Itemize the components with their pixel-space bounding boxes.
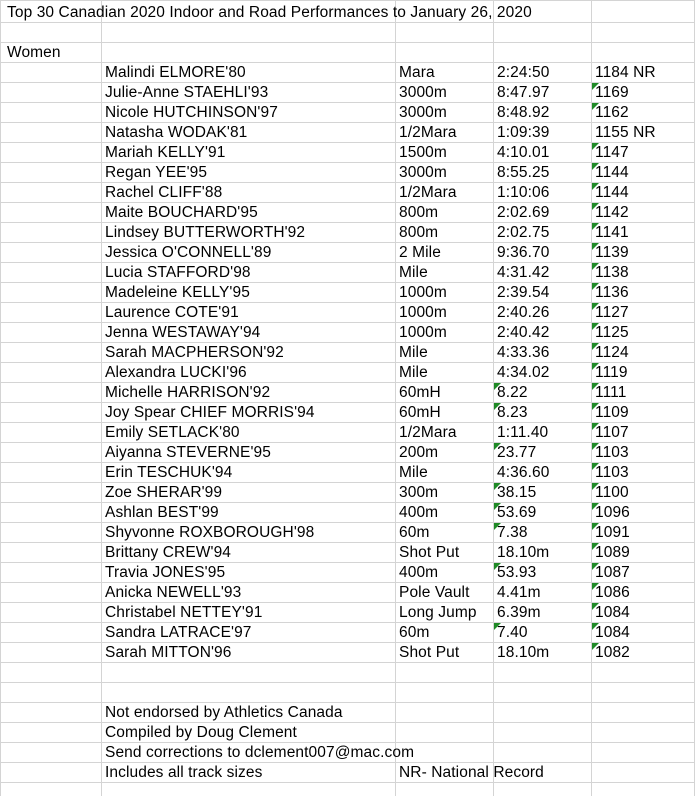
mark-cell[interactable]: 4:33.36 [497, 344, 550, 361]
points-cell[interactable]: 1096 [595, 504, 630, 521]
athlete-name-cell[interactable]: Christabel NETTEY'91 [105, 604, 263, 621]
points-cell[interactable]: 1162 [595, 104, 629, 121]
points-cell[interactable]: 1089 [595, 544, 630, 561]
event-cell[interactable]: Mile [399, 364, 428, 381]
comment-indicator-icon[interactable] [592, 363, 599, 370]
points-cell[interactable]: 1169 [595, 84, 629, 101]
mark-cell[interactable]: 4:34.02 [497, 364, 550, 381]
points-cell[interactable]: 1142 [595, 204, 629, 221]
points-cell[interactable]: 1119 [595, 364, 628, 381]
event-cell[interactable]: 60m [399, 624, 430, 641]
athlete-name-cell[interactable]: Michelle HARRISON'92 [105, 384, 271, 401]
event-cell[interactable]: 800m [399, 224, 439, 241]
points-cell[interactable]: 1141 [595, 224, 629, 241]
comment-indicator-icon[interactable] [592, 303, 599, 310]
points-cell[interactable]: 1100 [595, 484, 629, 501]
note-endorsement[interactable]: Not endorsed by Athletics Canada [105, 704, 343, 721]
mark-cell[interactable]: 2:40.42 [497, 324, 550, 341]
event-cell[interactable]: 1000m [399, 284, 447, 301]
event-cell[interactable]: Mile [399, 464, 428, 481]
event-cell[interactable]: Mile [399, 264, 428, 281]
note-compiler[interactable]: Compiled by Doug Clement [105, 724, 297, 741]
mark-cell[interactable]: 2:02.75 [497, 224, 550, 241]
event-cell[interactable]: 300m [399, 484, 439, 501]
grid-row-line [0, 682, 695, 683]
athlete-name-cell[interactable]: Madeleine KELLY'95 [105, 284, 250, 301]
mark-cell[interactable]: 8:47.97 [497, 84, 550, 101]
points-cell[interactable]: 1107 [595, 424, 629, 441]
comment-indicator-icon[interactable] [592, 83, 599, 90]
points-cell[interactable]: 1086 [595, 584, 630, 601]
event-cell[interactable]: 2 Mile [399, 244, 441, 261]
grid-column-line [395, 0, 396, 796]
comment-indicator-icon[interactable] [592, 423, 599, 430]
athlete-name-cell[interactable]: Julie-Anne STAEHLI'93 [105, 84, 269, 101]
grid-column-line [101, 0, 102, 796]
comment-indicator-icon[interactable] [494, 523, 501, 530]
points-cell[interactable]: 1139 [595, 244, 629, 261]
event-cell[interactable]: 60mH [399, 384, 441, 401]
athlete-name-cell[interactable]: Sarah MITTON'96 [105, 644, 232, 661]
mark-cell[interactable]: 1:09:39 [497, 124, 550, 141]
event-cell[interactable]: 400m [399, 504, 439, 521]
event-cell[interactable]: 3000m [399, 164, 447, 181]
athlete-name-cell[interactable]: Emily SETLACK'80 [105, 424, 240, 441]
comment-indicator-icon[interactable] [592, 563, 599, 570]
points-cell[interactable]: 1084 [595, 624, 630, 641]
comment-indicator-icon[interactable] [592, 483, 599, 490]
comment-indicator-icon[interactable] [494, 403, 501, 410]
event-cell[interactable]: 1000m [399, 304, 447, 321]
comment-indicator-icon[interactable] [592, 223, 599, 230]
athlete-name-cell[interactable]: Jessica O'CONNELL'89 [105, 244, 272, 261]
comment-indicator-icon[interactable] [592, 143, 599, 150]
comment-indicator-icon[interactable] [592, 183, 599, 190]
athlete-name-cell[interactable]: Mariah KELLY'91 [105, 144, 226, 161]
comment-indicator-icon[interactable] [592, 443, 599, 450]
points-cell[interactable]: 1103 [595, 464, 629, 481]
event-cell[interactable]: Mile [399, 344, 428, 361]
points-cell[interactable]: 1144 [595, 184, 629, 201]
athlete-name-cell[interactable]: Joy Spear CHIEF MORRIS'94 [105, 404, 315, 421]
comment-indicator-icon[interactable] [592, 323, 599, 330]
mark-cell[interactable]: 6.39m [497, 604, 541, 621]
event-cell[interactable]: Mara [399, 64, 435, 81]
comment-indicator-icon[interactable] [494, 483, 501, 490]
mark-cell[interactable]: 4:36.60 [497, 464, 550, 481]
mark-cell[interactable]: 18.10m [497, 544, 550, 561]
grid-row-line [0, 42, 695, 43]
mark-cell[interactable]: 2:02.69 [497, 204, 550, 221]
athlete-name-cell[interactable]: Aiyanna STEVERNE'95 [105, 444, 271, 461]
comment-indicator-icon[interactable] [592, 163, 599, 170]
event-cell[interactable]: 3000m [399, 84, 447, 101]
points-cell[interactable]: 1084 [595, 604, 630, 621]
athlete-name-cell[interactable]: Shyvonne ROXBOROUGH'98 [105, 524, 315, 541]
note-track-sizes[interactable]: Includes all track sizes [105, 764, 263, 781]
event-cell[interactable]: 1000m [399, 324, 447, 341]
mark-cell[interactable]: 53.93 [497, 564, 537, 581]
mark-cell[interactable]: 8:48.92 [497, 104, 550, 121]
points-cell[interactable]: 1147 [595, 144, 629, 161]
mark-cell[interactable]: 2:40.26 [497, 304, 550, 321]
athlete-name-cell[interactable]: Maite BOUCHARD'95 [105, 204, 258, 221]
event-cell[interactable]: Long Jump [399, 604, 477, 621]
comment-indicator-icon[interactable] [592, 643, 599, 650]
event-cell[interactable]: 1/2Mara [399, 424, 457, 441]
mark-cell[interactable]: 8.22 [497, 384, 528, 401]
points-cell[interactable]: 1124 [595, 344, 629, 361]
mark-cell[interactable]: 2:39.54 [497, 284, 550, 301]
comment-indicator-icon[interactable] [592, 403, 599, 410]
event-cell[interactable]: Shot Put [399, 544, 460, 561]
mark-cell[interactable]: 2:24:50 [497, 64, 550, 81]
comment-indicator-icon[interactable] [592, 383, 599, 390]
athlete-name-cell[interactable]: Zoe SHERAR'99 [105, 484, 223, 501]
comment-indicator-icon[interactable] [592, 263, 599, 270]
note-corrections[interactable]: Send corrections to dclement007@mac.com [105, 744, 415, 761]
athlete-name-cell[interactable]: Erin TESCHUK'94 [105, 464, 233, 481]
points-cell[interactable]: 1109 [595, 404, 629, 421]
comment-indicator-icon[interactable] [592, 583, 599, 590]
event-cell[interactable]: 60mH [399, 404, 441, 421]
mark-cell[interactable]: 7.38 [497, 524, 528, 541]
points-cell[interactable]: 1144 [595, 164, 629, 181]
athlete-name-cell[interactable]: Anicka NEWELL'93 [105, 584, 242, 601]
athlete-name-cell[interactable]: Brittany CREW'94 [105, 544, 232, 561]
mark-cell[interactable]: 18.10m [497, 644, 550, 661]
event-cell[interactable]: Shot Put [399, 644, 460, 661]
comment-indicator-icon[interactable] [592, 103, 599, 110]
mark-cell[interactable]: 4.41m [497, 584, 541, 601]
comment-indicator-icon[interactable] [592, 203, 599, 210]
grid-row-line [0, 0, 695, 1]
athlete-name-cell[interactable]: Lindsey BUTTERWORTH'92 [105, 224, 306, 241]
athlete-name-cell[interactable]: Nicole HUTCHINSON'97 [105, 104, 278, 121]
comment-indicator-icon[interactable] [592, 603, 599, 610]
athlete-name-cell[interactable]: Alexandra LUCKI'96 [105, 364, 247, 381]
comment-indicator-icon[interactable] [592, 343, 599, 350]
comment-indicator-icon[interactable] [592, 523, 599, 530]
comment-indicator-icon[interactable] [494, 383, 501, 390]
comment-indicator-icon[interactable] [592, 543, 599, 550]
mark-cell[interactable]: 7.40 [497, 624, 528, 641]
comment-indicator-icon[interactable] [494, 443, 501, 450]
mark-cell[interactable]: 4:10.01 [497, 144, 550, 161]
comment-indicator-icon[interactable] [592, 243, 599, 250]
points-cell[interactable]: 1091 [595, 524, 630, 541]
points-cell[interactable]: 1111 [595, 384, 627, 401]
event-cell[interactable]: 1500m [399, 144, 447, 161]
mark-cell[interactable]: 1:10:06 [497, 184, 550, 201]
mark-cell[interactable]: 8.23 [497, 404, 528, 421]
event-cell[interactable]: Pole Vault [399, 584, 470, 601]
athlete-name-cell[interactable]: Laurence COTE'91 [105, 304, 239, 321]
athlete-name-cell[interactable]: Malindi ELMORE'80 [105, 64, 246, 81]
points-cell[interactable]: 1136 [595, 284, 629, 301]
points-cell[interactable]: 1184 NR [595, 64, 656, 81]
points-cell[interactable]: 1103 [595, 444, 629, 461]
athlete-name-cell[interactable]: Lucia STAFFORD'98 [105, 264, 251, 281]
comment-indicator-icon[interactable] [592, 623, 599, 630]
grid-column-line [591, 0, 592, 796]
points-cell[interactable]: 1087 [595, 564, 630, 581]
mark-cell[interactable]: 9:36.70 [497, 244, 550, 261]
athlete-name-cell[interactable]: Jenna WESTAWAY'94 [105, 324, 261, 341]
mark-cell[interactable]: 23.77 [497, 444, 537, 461]
event-cell[interactable]: 200m [399, 444, 439, 461]
event-cell[interactable]: 1/2Mara [399, 124, 457, 141]
comment-indicator-icon[interactable] [592, 463, 599, 470]
comment-indicator-icon[interactable] [494, 563, 501, 570]
comment-indicator-icon[interactable] [592, 503, 599, 510]
athlete-name-cell[interactable]: Sarah MACPHERSON'92 [105, 344, 284, 361]
note-nr-legend[interactable]: NR- National Record [399, 764, 544, 781]
comment-indicator-icon[interactable] [592, 283, 599, 290]
points-cell[interactable]: 1127 [595, 304, 629, 321]
athlete-name-cell[interactable]: Natasha WODAK'81 [105, 124, 248, 141]
athlete-name-cell[interactable]: Ashlan BEST'99 [105, 504, 219, 521]
mark-cell[interactable]: 53.69 [497, 504, 537, 521]
section-label-women[interactable]: Women [7, 44, 61, 61]
athlete-name-cell[interactable]: Rachel CLIFF'88 [105, 184, 223, 201]
athlete-name-cell[interactable]: Regan YEE'95 [105, 164, 208, 181]
points-cell[interactable]: 1155 NR [595, 124, 656, 141]
event-cell[interactable]: 1/2Mara [399, 184, 457, 201]
comment-indicator-icon[interactable] [494, 503, 501, 510]
comment-indicator-icon[interactable] [494, 623, 501, 630]
event-cell[interactable]: 3000m [399, 104, 447, 121]
mark-cell[interactable]: 8:55.25 [497, 164, 550, 181]
grid-column-line [0, 0, 1, 796]
points-cell[interactable]: 1138 [595, 264, 629, 281]
event-cell[interactable]: 800m [399, 204, 439, 221]
sheet-title[interactable]: Top 30 Canadian 2020 Indoor and Road Performances to January 26, 2020 [7, 4, 532, 21]
mark-cell[interactable]: 1:11.40 [497, 424, 549, 441]
mark-cell[interactable]: 4:31.42 [497, 264, 550, 281]
athlete-name-cell[interactable]: Sandra LATRACE'97 [105, 624, 252, 641]
event-cell[interactable]: 60m [399, 524, 430, 541]
points-cell[interactable]: 1125 [595, 324, 629, 341]
mark-cell[interactable]: 38.15 [497, 484, 537, 501]
athlete-name-cell[interactable]: Travia JONES'95 [105, 564, 226, 581]
grid-column-line [493, 0, 494, 796]
points-cell[interactable]: 1082 [595, 644, 630, 661]
event-cell[interactable]: 400m [399, 564, 439, 581]
